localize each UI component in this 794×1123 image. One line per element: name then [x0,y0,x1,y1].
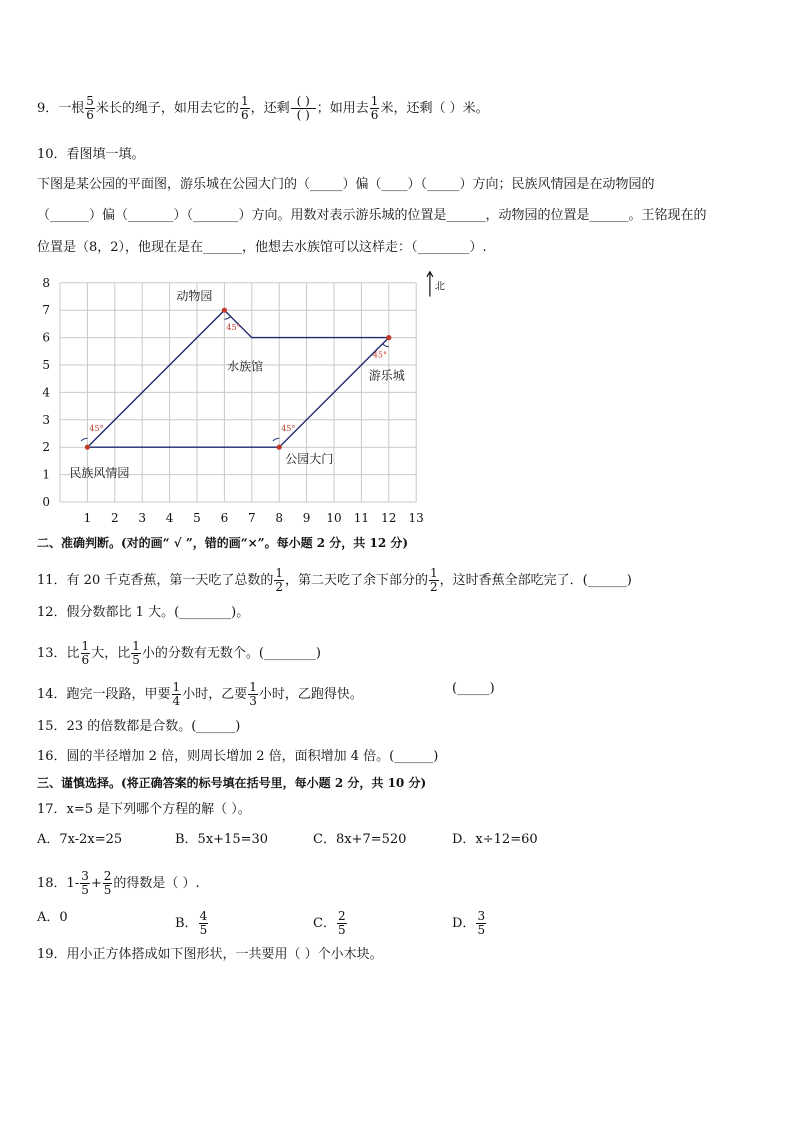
angle-arc [224,317,230,320]
x-tick-label: 7 [247,511,256,525]
y-tick-label: 3 [42,412,50,427]
angle-label: 45° [226,323,241,333]
angle-arc [273,438,279,441]
question-18-option-b[interactable]: B． $\frac{4}{5}$ [175,909,208,937]
question-10-line2: （______）偏（_______）（_______）方向。用数对表示游乐城的位置是______，动物园的位置是______。王铭现在的 [37,208,707,223]
question-17-option-d[interactable]: D．x÷12=60 [452,832,538,847]
angle-arc [81,438,87,441]
question-17-option-a[interactable]: A．7x-2x=25 [37,832,123,847]
fraction: $\frac{1}{6}$ [81,639,90,667]
x-tick-label: 5 [193,511,201,525]
area-label: 水族馆 [227,359,264,374]
question-10-line3: 位置是（8，2），他现在是在______，他想去水族馆可以这样走：（________）. [37,240,487,255]
x-tick-label: 2 [110,511,119,525]
fraction: $\frac{1}{3}$ [249,680,257,708]
point-marker [386,335,391,340]
fraction: $\frac{1}{2}$ [275,566,283,594]
fraction: $\frac{5}{6}$ [86,94,94,122]
question-14-answer-blank[interactable]: (_____) [452,681,495,696]
question-15: 15．23 的倍数都是合数。(______) [37,719,241,734]
x-tick-label: 10 [326,511,342,525]
fraction: $\frac{3}{5}$ [81,869,89,897]
y-tick-label: 8 [42,275,50,290]
question-17-option-b[interactable]: B．5x+15=30 [175,832,269,847]
x-tick-label: 3 [138,511,147,525]
question-13: 13．比 $\frac{1}{6}$ 大，比 $\frac{1}{5}$ 小的分数有无数个。(________) [37,639,321,667]
question-18-option-a[interactable]: A．0 [37,910,68,925]
fraction: $\frac{2}{5}$ [337,909,346,937]
question-14: 14．跑完一段路，甲要 $\frac{1}{4}$ 小时，乙要 $\frac{1}{3}$ 小时，乙跑得快。 [37,680,363,708]
y-tick-label: 7 [42,303,50,318]
x-tick-label: 1 [83,511,92,525]
fraction: $\frac{1}{2}$ [430,566,438,594]
point-label: 游乐城 [368,368,405,383]
angle-label: 45° [281,424,296,434]
angle-label: 45° [372,350,387,360]
y-tick-label: 1 [42,467,50,482]
y-tick-label: 5 [42,358,50,372]
angle-arc [383,344,389,347]
point-label: 公园大门 [285,452,334,467]
question-18-option-d[interactable]: D． $\frac{3}{5}$ [452,909,486,937]
fraction: $\frac{3}{5}$ [477,909,486,937]
question-10-line1: 下图是某公园的平面图，游乐城在公园大门的（_____）偏（____）（_____）方向；民族风情园是在动物园的 [37,177,655,192]
question-17-option-c[interactable]: C．8x+7=520 [313,832,407,847]
x-tick-label: 11 [353,511,370,525]
question-9: 9．一根 $\frac{5}{6}$ 米长的绳子，如用去它的 $\frac{1}{6}$ ，还剩 $\frac{( )}{( )}$ ；如用去 $\frac{1}{6}$ 米，还剩（ ）米。 [37,94,489,122]
y-tick-label: 2 [42,440,50,455]
fraction: $\frac{4}{5}$ [199,909,208,937]
question-16: 16．圆的半径增加 2 倍，则周长增加 2 倍，面积增加 4 倍。(______) [37,749,439,764]
x-tick-label: 6 [220,511,229,525]
y-tick-label: 4 [42,385,50,400]
question-10-title: 10．看图填一填。 [37,147,145,162]
point-marker [277,445,282,450]
park-map-chart [30,270,460,530]
point-marker [222,308,227,313]
question-18-option-c[interactable]: C． $\frac{2}{5}$ [313,909,346,937]
fraction: $\frac{1}{6}$ [240,94,249,122]
fraction: $\frac{2}{5}$ [103,869,112,897]
fraction: $\frac{1}{6}$ [370,94,379,122]
question-11: 11．有 20 千克香蕉，第一天吃了总数的 $\frac{1}{2}$ ，第二天吃了余下部分的 $\frac{1}{2}$ ，这时香蕉全部吃完了．(______) [37,566,632,594]
question-19: 19．用小正方体搭成如下图形状，一共要用（ ）个小木块。 [37,947,383,962]
x-tick-label: 13 [408,511,424,525]
section-2-title: 二、准确判断。(对的画“ √ ”，错的画“×”。每小题 2 分，共 12 分) [37,536,409,550]
y-tick-label: 0 [42,495,50,509]
fraction: $\frac{1}{5}$ [132,639,140,667]
question-18: 18．1- $\frac{3}{5}$ + $\frac{2}{5}$ 的得数是（ ）. [37,869,200,897]
x-tick-label: 8 [275,511,284,525]
y-tick-label: 6 [42,330,50,345]
section-3-title: 三、谨慎选择。(将正确答案的标号填在括号里，每小题 2 分，共 10 分) [37,776,427,790]
question-17: 17．x=5 是下列哪个方程的解（ ）。 [37,802,251,817]
answer-blank-fraction[interactable]: $\frac{( )}{( )}$ [291,95,316,122]
question-12: 12．假分数都比 1 大。(________)。 [37,605,250,620]
fraction: $\frac{1}{4}$ [172,680,181,708]
north-label: 北 [434,281,445,293]
point-label: 民族风情园 [69,466,130,481]
point-marker [85,445,90,450]
angle-label: 45° [89,424,104,434]
x-tick-label: 9 [302,511,311,525]
x-tick-label: 12 [381,511,397,525]
x-tick-label: 4 [165,511,174,525]
point-label: 动物园 [176,289,213,304]
